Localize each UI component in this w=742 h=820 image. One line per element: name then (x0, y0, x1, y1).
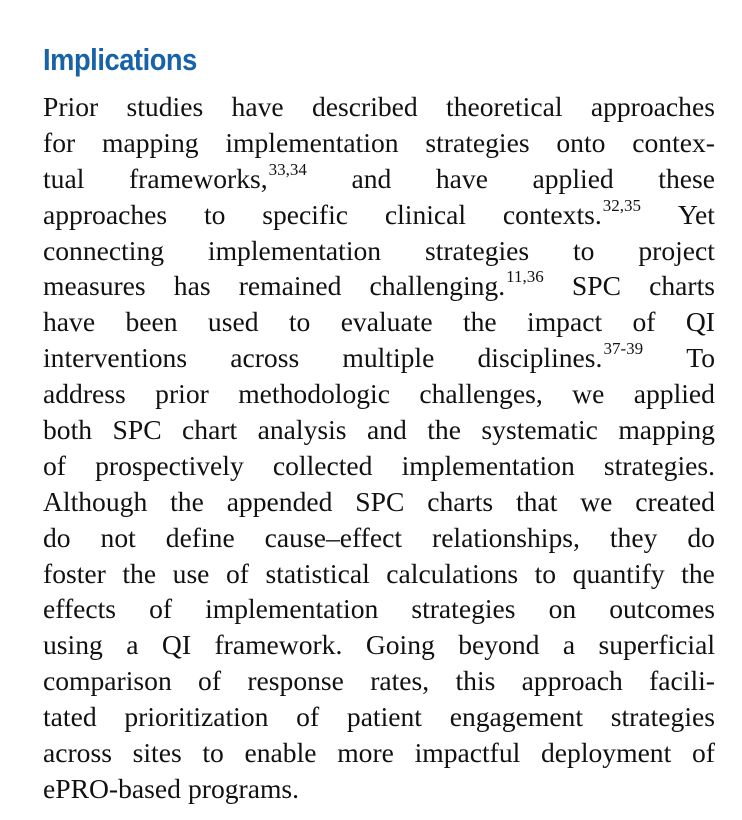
word: described (311, 91, 418, 122)
text-line (43, 89, 715, 125)
word: on (548, 593, 577, 625)
text-line (43, 735, 715, 771)
section-heading: Implications (43, 42, 197, 77)
word: of (149, 593, 173, 625)
word: of (43, 449, 66, 481)
word: define (165, 521, 235, 553)
text-line (43, 376, 715, 412)
word: charts (649, 270, 715, 302)
word: not (100, 521, 136, 553)
word: across (43, 737, 112, 769)
word: to (288, 306, 311, 338)
word: a (562, 629, 576, 661)
word: impact (527, 306, 603, 338)
word: prospectively (95, 449, 244, 481)
word: we (572, 378, 605, 410)
word: been (125, 306, 178, 338)
word: across (230, 342, 300, 374)
word: strategies. (603, 449, 715, 481)
word: evaluate (340, 306, 433, 338)
word: programs. (187, 772, 300, 804)
word: rates, (370, 665, 430, 697)
word: outcomes (609, 593, 715, 625)
citation-superscript: 32,35 (602, 195, 642, 215)
word: of (198, 665, 222, 697)
text-line (43, 591, 715, 627)
word: interventions (43, 342, 188, 374)
word: have (43, 306, 96, 338)
word: implementation (225, 126, 399, 158)
word: this (455, 665, 496, 697)
word: comparison (43, 665, 172, 697)
word: frameworks,$^{33,34}$ (128, 159, 307, 194)
word: implementation (207, 234, 382, 266)
text-line (43, 484, 715, 520)
word: cause–effect (264, 521, 403, 553)
word: of (296, 701, 320, 733)
word: enable (244, 737, 317, 769)
word: SPC (112, 414, 162, 446)
word: connecting (43, 234, 165, 266)
word: use (172, 557, 210, 589)
text-line (43, 520, 715, 556)
word: project (638, 234, 715, 266)
word: to (202, 737, 224, 769)
text-line (43, 340, 715, 376)
word: used (207, 306, 259, 338)
text-line (43, 771, 715, 807)
text-line (43, 304, 715, 340)
word: To (686, 342, 715, 374)
word: measures (43, 270, 146, 302)
word: appended (226, 485, 333, 517)
word: contexts.$^{32,35}$ (502, 195, 642, 230)
word: challenging.$^{11,36}$ (369, 267, 544, 302)
word: onto (556, 126, 606, 158)
word: these (658, 162, 715, 194)
text-line (43, 125, 715, 161)
word: approaches (43, 198, 168, 230)
word: approach (521, 665, 623, 697)
word: and (351, 162, 392, 194)
word: collected (272, 449, 373, 481)
word: relationships, (432, 521, 580, 553)
word: methodologic (238, 378, 390, 410)
word: implementation (205, 593, 379, 625)
word: a (126, 629, 139, 661)
word: theoretical (446, 91, 563, 122)
word: charts (427, 485, 494, 517)
word: ePRO-based (43, 772, 181, 804)
text-line (43, 448, 715, 484)
word: both (43, 414, 93, 446)
word: strategies (411, 593, 516, 625)
word: tated (43, 701, 97, 733)
word: multiple (342, 342, 435, 374)
word: Prior (43, 91, 99, 122)
word: using (43, 629, 103, 661)
text-line (43, 699, 715, 735)
word: Going (365, 629, 435, 661)
word: chart (182, 414, 238, 446)
word: clinical (384, 198, 467, 230)
word: have (435, 162, 488, 194)
text-line (43, 627, 715, 663)
word: the (462, 306, 497, 338)
word: applied (633, 378, 715, 410)
word: studies (126, 91, 204, 122)
word: strategies (425, 126, 530, 158)
word: engagement (449, 701, 584, 733)
word: the (681, 557, 715, 589)
text-line (43, 161, 715, 197)
word: that (516, 485, 558, 517)
word: have (231, 91, 284, 122)
word: facili- (649, 665, 715, 697)
word: QI (161, 629, 192, 661)
word: the (122, 557, 157, 589)
word: of (691, 737, 715, 769)
word: applied (532, 162, 614, 194)
text-line (43, 197, 715, 233)
word: prior (155, 378, 209, 410)
word: Yet (677, 198, 715, 230)
word: superficial (598, 629, 715, 661)
word: effects (43, 593, 117, 625)
word: they (609, 521, 658, 553)
word: address (43, 378, 126, 410)
word: to (534, 557, 557, 589)
word: we (580, 485, 613, 517)
citation-superscript: 11,36 (506, 267, 544, 287)
word: SPC (571, 270, 621, 302)
word: patient (346, 701, 422, 733)
word: prioritization (124, 701, 269, 733)
word: response (247, 665, 344, 697)
text-line (43, 412, 715, 448)
word: foster (43, 557, 106, 589)
word: quantify (572, 557, 665, 589)
word: SPC (355, 485, 405, 517)
word: framework. (214, 629, 343, 661)
word: implementation (401, 449, 575, 481)
word: strategies (424, 234, 530, 266)
word: to (203, 198, 226, 230)
word: do (43, 521, 71, 553)
word: contex- (632, 126, 715, 158)
text-line (43, 663, 715, 699)
word: analysis (257, 414, 347, 446)
word: created (635, 485, 715, 517)
word: calculations (386, 557, 519, 589)
word: mapping (101, 126, 199, 158)
word: sites (132, 737, 182, 769)
word: the (170, 485, 204, 517)
text-line (43, 233, 715, 269)
word: QI (685, 306, 715, 338)
word: tual (43, 162, 85, 194)
word: Although (43, 485, 148, 517)
word: approaches (590, 91, 715, 122)
word: remained (238, 270, 342, 302)
word: mapping (618, 414, 715, 446)
word: challenges, (419, 378, 543, 410)
text-line (43, 556, 715, 592)
text-line (43, 268, 715, 304)
word: disciplines.$^{37-39}$ (477, 339, 644, 374)
word: impactful (414, 737, 521, 769)
word: the (427, 414, 461, 446)
word: systematic (481, 414, 598, 446)
word: strategies (610, 701, 715, 733)
word: beyond (458, 629, 540, 661)
word: of (225, 557, 249, 589)
word: has (173, 270, 211, 302)
word: specific (262, 198, 349, 230)
word: deployment (541, 737, 672, 769)
word: of (632, 306, 656, 338)
word: and (366, 414, 407, 446)
body-paragraph (43, 89, 715, 807)
citation-superscript: 37-39 (603, 339, 644, 359)
word: statistical (265, 557, 370, 589)
word: more (337, 737, 394, 769)
word: to (573, 234, 595, 266)
word: for (43, 126, 76, 158)
citation-superscript: 33,34 (268, 159, 307, 179)
word: do (687, 521, 715, 553)
